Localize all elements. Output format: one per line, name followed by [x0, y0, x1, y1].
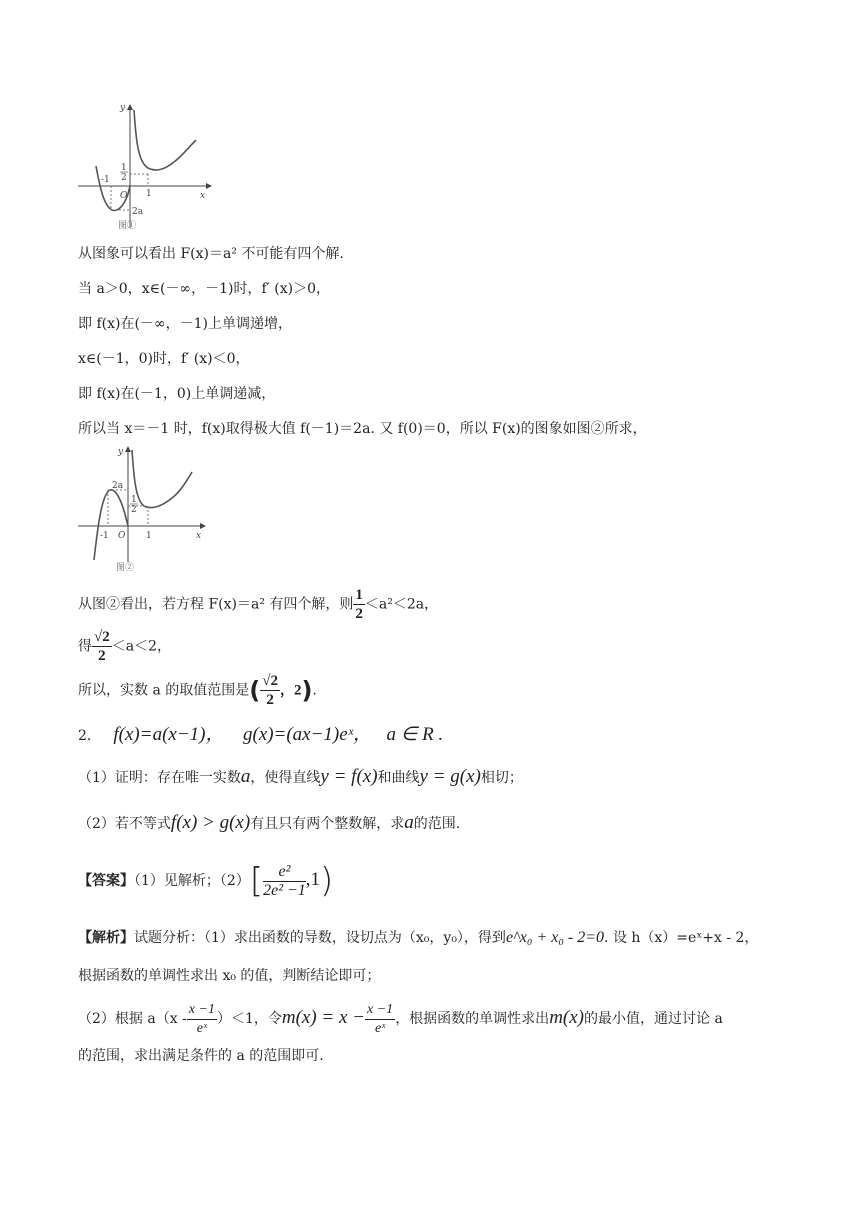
analysis-line-1: [78, 928, 758, 948]
figure-2-half-num: 1: [131, 495, 137, 505]
answer-fraction-num: e²: [263, 863, 306, 882]
figure-1-two-a: 2a: [132, 207, 144, 217]
answer-line: 【答案】（1）见解析；（2）[ $\frac{\text{e²}}{\text{2e² −1}}$ ,1): [78, 861, 334, 901]
figure-2-neg-one: -1: [100, 531, 109, 541]
analysis-label: 【解析】: [78, 930, 134, 946]
figure-1: [78, 100, 218, 232]
text-line-2: 当 a＞0，x∈(－∞，－1)时，f′ (x)＞0，: [78, 281, 330, 297]
figure-2-half-den: 2: [131, 505, 137, 515]
analysis-line-4: 的范围，求出满足条件的 a 的范围即可.: [78, 1048, 324, 1064]
problem-part-2-post: 的范围.: [413, 816, 461, 832]
problem-part-1-line: y = f(x): [320, 766, 378, 787]
figure-1-half-den: 2: [121, 173, 127, 183]
text-line-7-pre: 从图②看出，若方程 F(x)＝a² 有四个解，则: [78, 596, 354, 613]
analysis-m-of-x: m(x): [549, 1007, 584, 1028]
figure-1-one: 1: [146, 189, 152, 199]
text-line-5: 即 f(x)在(－1，0)上单调递减，: [78, 386, 276, 402]
answer-fraction-den: 2e² −1: [263, 881, 306, 899]
analysis-line-3: [78, 998, 723, 1038]
analysis-fraction-2: [365, 1001, 395, 1038]
problem-part-1-a: a: [240, 766, 251, 787]
problem-part-1-mid: ，使得直线: [250, 770, 321, 786]
text-line-1: 从图象可以看出 F(x)＝a² 不可能有四个解.: [78, 246, 344, 262]
text-line-8-pre: 得: [78, 638, 92, 655]
analysis-line-1-equation: e^x₀ + x₀ - 2=0: [505, 929, 605, 946]
text-line-8-post: ＜a＜2，: [111, 638, 171, 655]
analysis-line-3-mid: ）＜1，令: [216, 1011, 282, 1027]
fraction-half: [353, 586, 365, 623]
text-line-6: 所以当 x＝－1 时，f(x)取得极大值 f(－1)＝2a. 又 f(0)＝0，所以 F(x)的图象如图②所求，: [78, 421, 647, 437]
figure-1-origin: O: [120, 191, 128, 201]
analysis-line-3-post: 的最小值，通过讨论 a: [584, 1011, 723, 1027]
problem-part-2-a: a: [404, 812, 414, 833]
text-line-4: x∈(－1，0)时，f′ (x)＜0，: [78, 351, 250, 367]
problem-part-1-curve: y = g(x): [419, 766, 481, 787]
answer-tail: ,1: [305, 869, 321, 890]
figure-2-caption: 图②: [116, 563, 135, 573]
fraction-half-num: 1: [355, 587, 363, 603]
figure-1-y-label: y: [120, 103, 126, 113]
fraction-sqrt2-over-2: [92, 628, 112, 665]
problem-2-statement: [78, 722, 443, 748]
figure-2-y-label: y: [118, 447, 124, 457]
text-line-7: [78, 586, 439, 622]
text-line-3: 即 f(x)在(－∞，－1)上单调递增，: [78, 316, 292, 332]
interval-lower-num: √2: [262, 673, 278, 689]
problem-number: 2．: [78, 728, 101, 744]
figure-1-half-num: 1: [121, 163, 127, 173]
problem-part-1-mid2: 和曲线: [377, 770, 420, 786]
answer-fraction: [263, 863, 306, 900]
interval-upper-bound: 2: [293, 682, 302, 699]
interval-comma: ，: [279, 682, 294, 699]
analysis-fraction-2-num: x −1: [365, 1001, 395, 1020]
figure-2-left-curve: [94, 490, 128, 560]
text-line-9-post: .: [312, 682, 317, 699]
fraction-sqrt2-num: √2: [94, 629, 110, 645]
figure-2-x-label: x: [196, 531, 202, 541]
figure-1-right-curve: [134, 110, 196, 170]
problem-part-2-mid: 有且只有两个整数解，求: [250, 816, 405, 832]
problem-part-1-post: 相切；: [480, 770, 523, 786]
text-line-9-pre: 所以，实数 a 的取值范围是: [78, 682, 250, 699]
problem-part-1: [78, 764, 523, 790]
figure-1-neg-one: -1: [101, 175, 110, 185]
text-line-7-post: ＜a²＜2a，: [364, 596, 439, 613]
figure-2-right-curve: [132, 450, 192, 508]
problem-f-definition: f(x)=a(x−1)，: [113, 724, 225, 745]
problem-part-1-pre: （1）证明：存在唯一实数: [78, 770, 241, 786]
analysis-line-1-text: 试题分析：（1）求出函数的导数，设切点为（x₀，y₀），得到: [134, 930, 506, 946]
fraction-half-den: 2: [355, 606, 363, 622]
fraction-sqrt2-den: 2: [98, 648, 106, 664]
analysis-line-2: 根据函数的单调性求出 x₀ 的值，判断结论即可；: [78, 968, 381, 984]
answer-part1: （1）见解析；（2）: [134, 873, 250, 889]
text-line-9: 所以，实数 a 的取值范围是( $\frac{√2}{2}$ ，2).: [78, 673, 317, 708]
figure-1-x-label: x: [200, 191, 206, 201]
interval-lower-den: 2: [266, 692, 274, 708]
analysis-fraction-2-den: eˣ: [375, 1020, 386, 1036]
problem-a-domain: a ∈ R .: [386, 724, 444, 745]
analysis-fraction-1-den: eˣ: [196, 1020, 207, 1036]
analysis-line-3-mid2: ，根据函数的单调性求出: [395, 1011, 550, 1027]
figure-2-two-a: 2a: [112, 481, 124, 491]
text-line-8: [78, 628, 171, 664]
analysis-fraction-1: [187, 1001, 217, 1038]
figure-2-origin: O: [118, 531, 126, 541]
problem-part-2: [78, 810, 460, 836]
figure-1-caption: 图①: [118, 221, 137, 231]
problem-part-2-inequality: f(x) > g(x): [170, 812, 251, 833]
problem-g-definition: g(x)=(ax−1)eˣ，: [242, 724, 373, 745]
analysis-line-3-pre: （2）根据 a（x -: [78, 1011, 187, 1027]
problem-part-2-pre: （2）若不等式: [78, 816, 171, 832]
interval-lower-bound: [260, 672, 280, 709]
analysis-fraction-1-num: x −1: [187, 1001, 217, 1020]
figure-2-one: 1: [146, 531, 152, 541]
analysis-m-definition: m(x) = x −: [281, 1007, 366, 1028]
figure-2: [78, 444, 218, 576]
answer-label: 【答案】: [78, 873, 134, 889]
analysis-line-1-post: . 设 h（x）=eˣ+x - 2，: [604, 930, 759, 946]
